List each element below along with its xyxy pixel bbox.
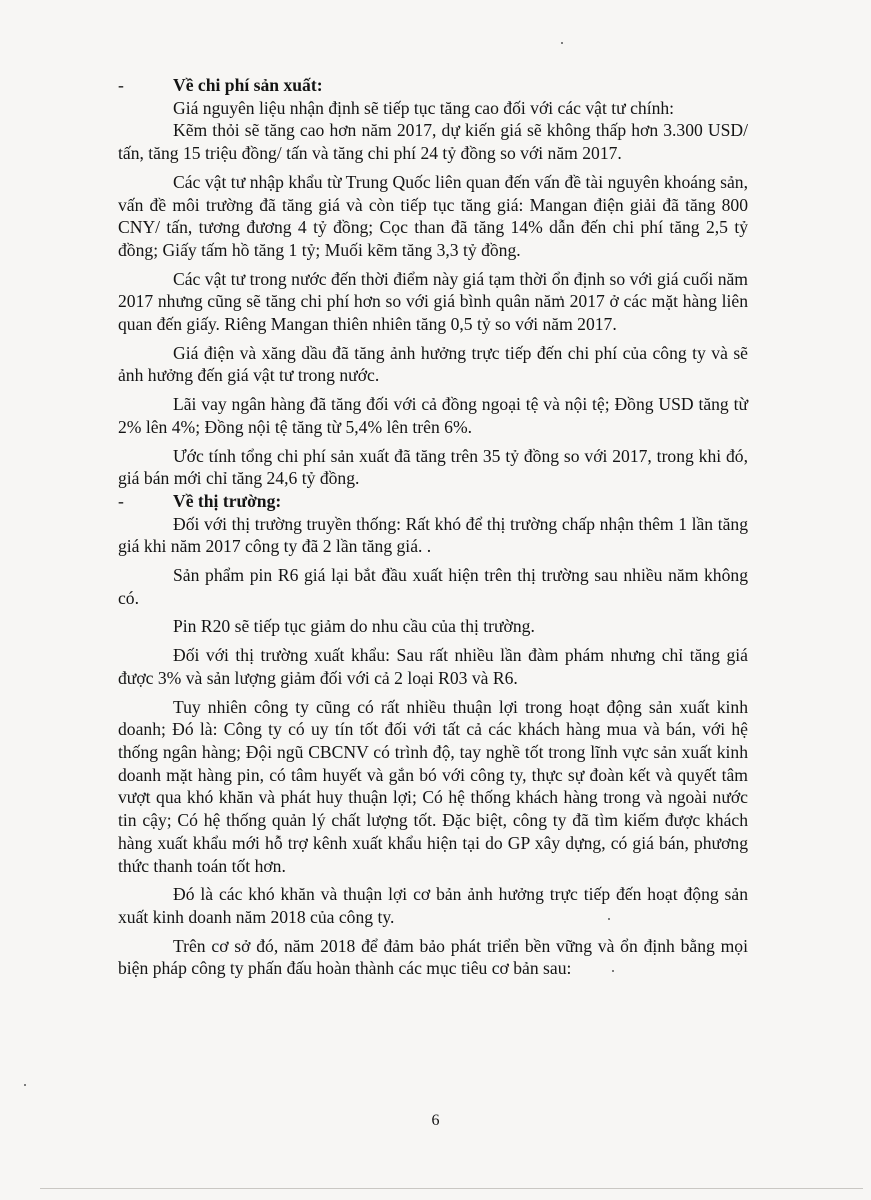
paragraph: Đó là các khó khăn và thuận lợi cơ bản ảnh hưởng trực tiếp đến hoạt động sản xuất kinh doanh năm 2018 của công ty. xyxy=(118,884,748,927)
section-heading: - Về chi phí sản xuất: xyxy=(118,75,323,95)
paragraph: Tuy nhiên công ty cũng có rất nhiều thuận lợi trong hoạt động sản xuất kinh doanh; Đó là: Công ty có uy tín tốt đối với tất cả các khách hàng mua và bán, với hệ thống ngân hàng; Đội ngũ CBCNV có trình độ, tay nghề tốt trong lĩnh vực sản xuất kinh doanh mặt hàng pin, có tâm huyết và gắn bó với công ty, thực sự đoàn kết và quyết tâm vượt qua khó khăn và phát huy thuận lợi; Có hệ thống khách hàng trong và ngoài nước tin cậy; Có hệ thống quản lý chất lượng tốt. Đặc biệt, công ty đã tìm kiếm được khách hàng xuất khẩu mới hỗ trợ kênh xuất khẩu hiện tại do GP xây dựng, có giá bán, phương thức thanh toán tốt hơn. xyxy=(118,696,748,876)
scan-edge-line xyxy=(40,1188,863,1189)
paragraph: Ước tính tổng chi phí sản xuất đã tăng trên 35 tỷ đồng so với 2017, trong khi đó, giá bán mới chỉ tăng 24,6 tỷ đồng. xyxy=(118,445,748,489)
scan-speck xyxy=(24,1084,26,1086)
scan-speck xyxy=(561,42,563,44)
paragraph: Kẽm thỏi sẽ tăng cao hơn năm 2017, dự kiến giá sẽ không thấp hơn 3.300 USD/ tấn, tăng 15 triệu đồng/ tấn và tăng chi phí 24 tỷ đồng so với năm 2017. xyxy=(118,120,748,164)
paragraph: Lãi vay ngân hàng đã tăng đối với cả đồng ngoại tệ và nội tệ; Đồng USD tăng từ 2% lên 4%; Đồng nội tệ tăng từ 5,4% lên trên 6%. xyxy=(118,394,748,437)
paragraph: Đối với thị trường truyền thống: Rất khó để thị trường chấp nhận thêm 1 lần tăng giá khi năm 2017 công ty đã 2 lần tăng giá. . xyxy=(118,513,748,557)
document-body xyxy=(118,74,748,980)
paragraph: Các vật tư trong nước đến thời điểm này giá tạm thời ổn định so với giá cuối năm 2017 nhưng cũng sẽ tăng chi phí hơn so với giá bình quân năm 2017 ở các mặt hàng liên quan đến giấy. Riêng Mangan thiên nhiên tăng 0,5 tỷ so với năm 2017. xyxy=(118,268,748,335)
section-heading: - Về thị trường: xyxy=(118,490,282,511)
section-heading-text: Về chi phí sản xuất: xyxy=(173,75,323,95)
paragraph: Sản phẩm pin R6 giá lại bắt đầu xuất hiện trên thị trường sau nhiều năm không có. xyxy=(118,565,748,608)
page-number: 6 xyxy=(431,1112,440,1129)
paragraph: Pin R20 sẽ tiếp tục giảm do nhu cầu của thị trường. xyxy=(173,616,535,637)
paragraph: Các vật tư nhập khẩu từ Trung Quốc liên quan đến vấn đề tài nguyên khoáng sản, vấn đề môi trường đã tăng giá và còn tiếp tục tăng giá: Mangan điện giải đã tăng 800 CNY/ tấn, tương đương 4 tỷ đồng; Cọc than đã tăng 14% dẫn đến chi phí tăng 2,5 tỷ đồng; Giấy tấm hồ tăng 1 tỷ; Muối kẽm tăng 3,3 tỷ đồng. xyxy=(118,171,748,260)
section-heading-text: Về thị trường: xyxy=(173,490,282,511)
paragraph: Giá nguyên liệu nhận định sẽ tiếp tục tăng cao đối với các vật tư chính: xyxy=(173,97,675,118)
paragraph: Đối với thị trường xuất khẩu: Sau rất nhiều lần đàm phám nhưng chỉ tăng giá được 3% và sản lượng giảm đối với cả 2 loại R03 và R6. xyxy=(118,645,748,688)
paragraph: Giá điện và xăng dầu đã tăng ảnh hưởng trực tiếp đến chi phí của công ty và sẽ ảnh hưởng đến giá vật tư trong nước. xyxy=(118,342,748,386)
paragraph: Trên cơ sở đó, năm 2018 để đảm bảo phát triển bền vững và ổn định bằng mọi biện pháp công ty phấn đấu hoàn thành các mục tiêu cơ bản sau: xyxy=(118,935,748,979)
